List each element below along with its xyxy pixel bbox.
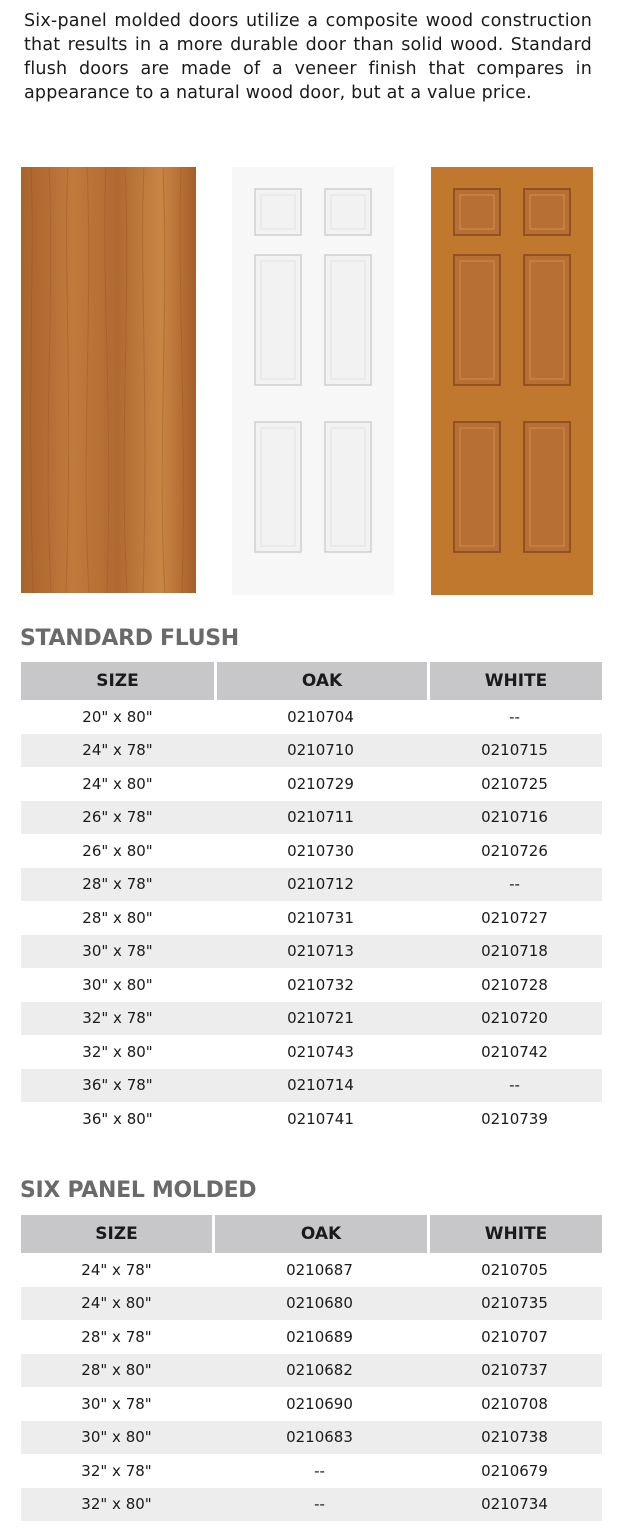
oak-cell: 0210704 <box>287 707 354 726</box>
table-row <box>21 901 602 935</box>
white-cell: 0210742 <box>481 1042 548 1061</box>
size-cell: 28" x 80" <box>21 1354 212 1388</box>
table-row <box>21 734 602 768</box>
oak-cell: 0210721 <box>214 1002 427 1036</box>
oak-cell: 0210714 <box>214 1069 427 1103</box>
oak-cell: 0210730 <box>287 841 354 860</box>
intro-paragraph: Six-panel molded doors utilize a composite wood construction that results in a more durable door than solid wood. Standard flush doors are made of a veneer finish that compares in appearance to a natural wood door, but at a value price. <box>24 11 592 103</box>
white-cell: 0210707 <box>481 1327 548 1346</box>
table-row <box>21 1421 602 1455</box>
white-cell: 0210718 <box>427 935 602 969</box>
table-row <box>21 1002 602 1036</box>
table-row <box>21 868 602 902</box>
size-cell: 32" x 78" <box>81 1461 152 1480</box>
size-cell: 36" x 78" <box>21 1069 214 1103</box>
size-column-header: SIZE <box>21 662 214 700</box>
size-cell: 28" x 78" <box>81 1327 152 1346</box>
white-cell: 0210705 <box>481 1260 548 1279</box>
white-cell: 0210720 <box>427 1002 602 1036</box>
standard-flush-heading: STANDARD FLUSH <box>20 626 239 651</box>
table-row <box>21 1320 602 1354</box>
standard-flush-table <box>21 662 602 1136</box>
size-cell: 32" x 80" <box>21 1488 212 1522</box>
size-cell: 20" x 80" <box>82 707 153 726</box>
oak-cell: 0210689 <box>286 1327 353 1346</box>
oak-cell: 0210680 <box>212 1287 427 1321</box>
white-cell: -- <box>509 707 520 726</box>
size-cell: 24" x 78" <box>81 1260 152 1279</box>
flush-oak-door-image <box>21 167 196 593</box>
table-row <box>21 834 602 868</box>
size-cell: 24" x 80" <box>82 774 153 793</box>
table-header-row <box>21 662 602 700</box>
white-cell: -- <box>427 868 602 902</box>
white-cell: 0210716 <box>427 801 602 835</box>
white-cell: 0210708 <box>481 1394 548 1413</box>
white-cell: -- <box>427 1069 602 1103</box>
white-column-header: WHITE <box>427 662 602 700</box>
oak-cell: -- <box>212 1488 427 1522</box>
white-cell: 0210734 <box>427 1488 602 1522</box>
white-column-header: WHITE <box>427 1215 602 1253</box>
white-cell: 0210679 <box>481 1461 548 1480</box>
size-column-header: SIZE <box>21 1215 212 1253</box>
table-row <box>21 1454 602 1488</box>
white-cell: 0210738 <box>427 1421 602 1455</box>
table-row <box>21 1354 602 1388</box>
white-cell: 0210715 <box>427 734 602 768</box>
size-cell: 24" x 80" <box>21 1287 212 1321</box>
table-row <box>21 700 602 734</box>
oak-cell: 0210683 <box>212 1421 427 1455</box>
oak-cell: 0210729 <box>287 774 354 793</box>
table-row <box>21 968 602 1002</box>
table-row <box>21 767 602 801</box>
size-cell: 32" x 80" <box>82 1042 153 1061</box>
size-cell: 28" x 78" <box>21 868 214 902</box>
white-cell: 0210737 <box>427 1354 602 1388</box>
white-cell: 0210726 <box>481 841 548 860</box>
white-cell: 0210728 <box>481 975 548 994</box>
oak-cell: 0210732 <box>287 975 354 994</box>
oak-cell: 0210713 <box>214 935 427 969</box>
size-cell: 24" x 78" <box>21 734 214 768</box>
oak-cell: 0210711 <box>214 801 427 835</box>
size-cell: 26" x 80" <box>82 841 153 860</box>
oak-cell: 0210690 <box>286 1394 353 1413</box>
oak-cell: 0210741 <box>287 1109 354 1128</box>
table-row <box>21 1488 602 1522</box>
size-cell: 30" x 80" <box>82 975 153 994</box>
table-row <box>21 935 602 969</box>
table-row <box>21 801 602 835</box>
table-row <box>21 1253 602 1287</box>
oak-cell: 0210682 <box>212 1354 427 1388</box>
size-cell: 28" x 80" <box>82 908 153 927</box>
table-row <box>21 1069 602 1103</box>
white-cell: 0210735 <box>427 1287 602 1321</box>
six-panel-molded-table <box>21 1215 602 1521</box>
six-panel-white-door-image <box>232 167 394 595</box>
oak-cell: -- <box>314 1461 325 1480</box>
six-panel-oak-door-image <box>431 167 593 595</box>
size-cell: 30" x 78" <box>81 1394 152 1413</box>
six-panel-molded-heading: SIX PANEL MOLDED <box>20 1178 257 1203</box>
oak-column-header: OAK <box>214 662 427 700</box>
size-cell: 36" x 80" <box>82 1109 153 1128</box>
white-cell: 0210725 <box>481 774 548 793</box>
white-cell: 0210727 <box>481 908 548 927</box>
white-cell: 0210739 <box>481 1109 548 1128</box>
oak-column-header: OAK <box>212 1215 427 1253</box>
size-cell: 26" x 78" <box>21 801 214 835</box>
oak-cell: 0210710 <box>214 734 427 768</box>
size-cell: 32" x 78" <box>21 1002 214 1036</box>
oak-cell: 0210712 <box>214 868 427 902</box>
table-row <box>21 1102 602 1136</box>
oak-cell: 0210731 <box>287 908 354 927</box>
table-row <box>21 1387 602 1421</box>
oak-cell: 0210743 <box>287 1042 354 1061</box>
table-row <box>21 1287 602 1321</box>
table-row <box>21 1035 602 1069</box>
size-cell: 30" x 80" <box>21 1421 212 1455</box>
oak-cell: 0210687 <box>286 1260 353 1279</box>
table-header-row <box>21 1215 602 1253</box>
size-cell: 30" x 78" <box>21 935 214 969</box>
